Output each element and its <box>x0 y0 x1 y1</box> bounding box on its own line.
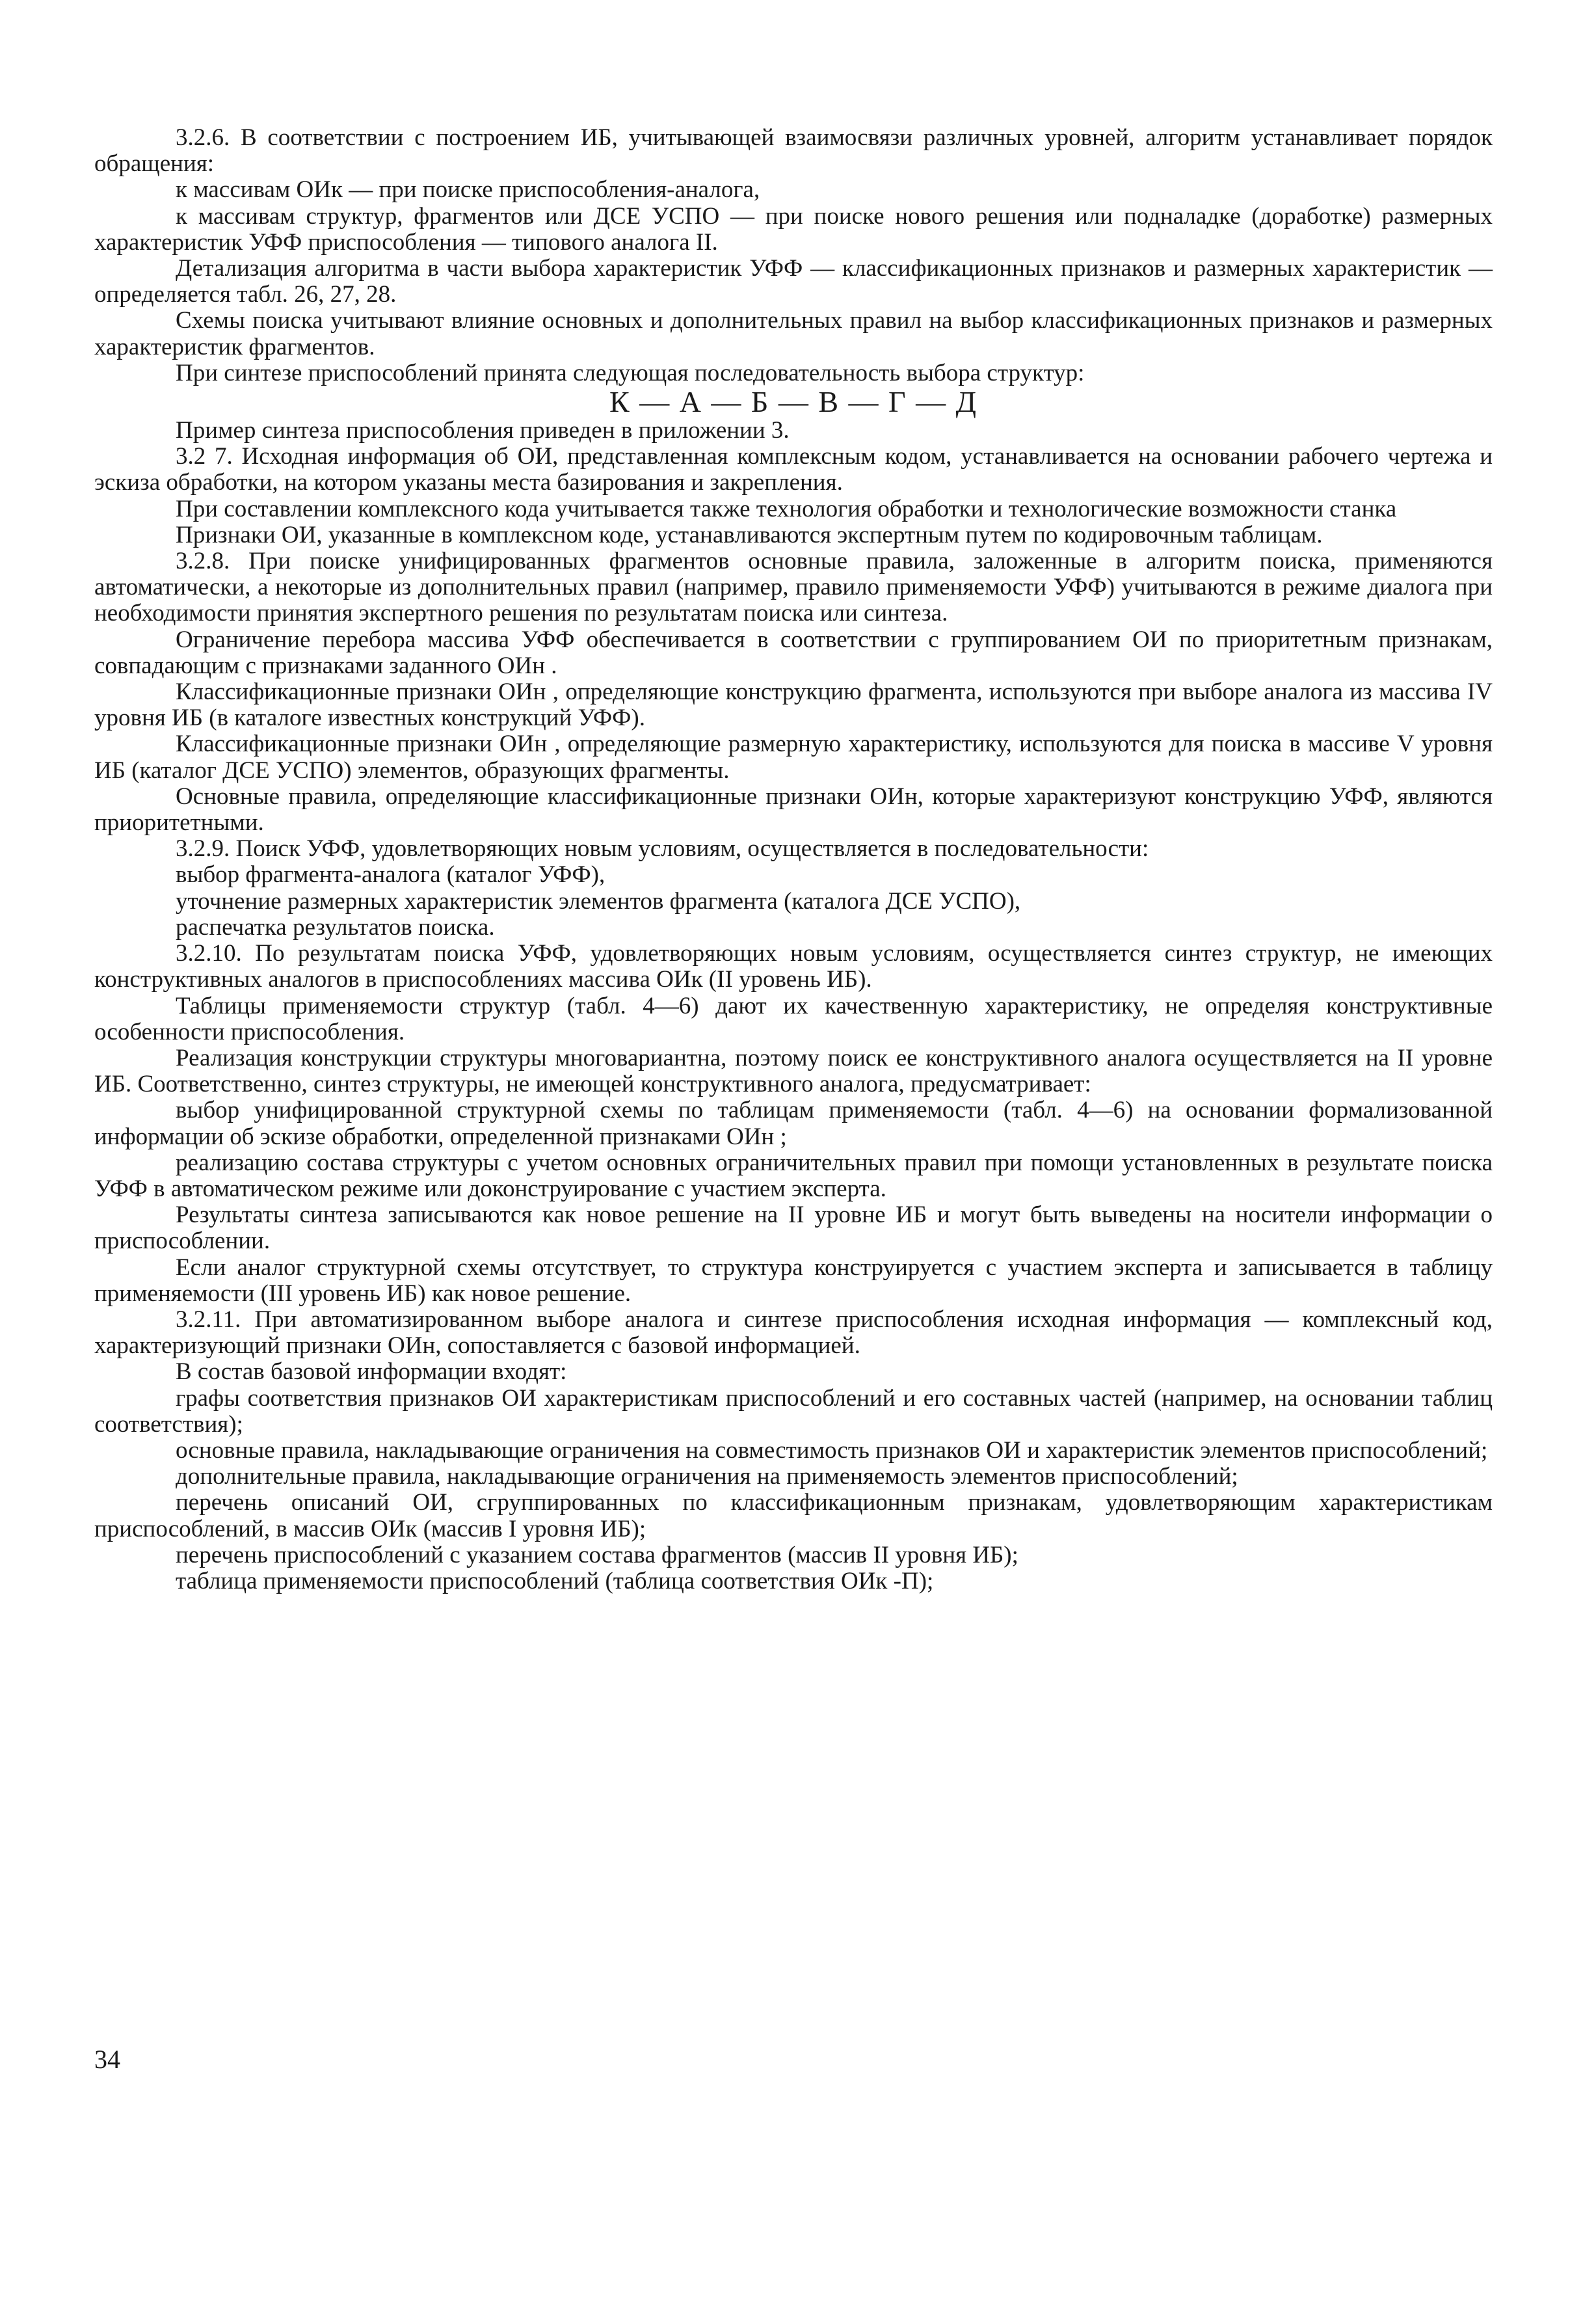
paragraph: уточнение размерных характеристик элементов фрагмента (каталога ДСЕ УСПО), <box>176 887 1021 915</box>
paragraph: 3.2.6. В соответствии с построением ИБ, учитывающей взаимосвязи различных уровней, алгоритм устанавливает порядок обращения: <box>94 124 1493 178</box>
paragraph: выбор фрагмента-аналога (каталог УФФ), <box>176 861 605 889</box>
paragraph: 3.2.11. При автоматизированном выборе аналога и синтезе приспособления исходная информация — комплексный код, характеризующий признаки ОИн, сопоставляется с базовой информацией. <box>94 1306 1493 1360</box>
paragraph: выбор унифицированной структурной схемы по таблицам применяемости (табл. 4—6) на основании формализованной информации об эскизе обработки, определенной признаками ОИн ; <box>94 1097 1493 1150</box>
paragraph: Результаты синтеза записываются как новое решение на II уровне ИБ и могут быть выведены на носители информации о приспособлении. <box>94 1202 1493 1255</box>
paragraph: В состав базовой информации входят: <box>176 1358 567 1386</box>
paragraph: При составлении комплексного кода учитывается также технология обработки и технологические возможности станка <box>176 495 1397 522</box>
page-number: 34 <box>94 2045 120 2074</box>
paragraph: Если аналог структурной схемы отсутствует, то структура конструируется с участием эксперта и записывается в таблицу применяемости (III уровень ИБ) как новое решение. <box>94 1254 1493 1307</box>
paragraph: Классификационные признаки ОИн , определяющие конструкцию фрагмента, используются при выборе аналога из массива IV уровня ИБ (в каталоге известных конструкций УФФ). <box>94 678 1493 732</box>
paragraph: перечень приспособлений с указанием состава фрагментов (массив II уровня ИБ); <box>176 1541 1018 1568</box>
paragraph: 3.2.10. По результатам поиска УФФ, удовлетворяющих новым условиям, осуществляется синтез структур, не имеющих конструктивных аналогов в приспособлениях массива ОИк (II уровень ИБ). <box>94 940 1493 993</box>
paragraph: 3.2.9. Поиск УФФ, удовлетворяющих новым условиям, осуществляется в последовательности: <box>176 835 1149 863</box>
paragraph: к массивам ОИк — при поиске приспособления-аналога, <box>176 176 760 204</box>
paragraph: При синтезе приспособлений принята следующая последовательность выбора структур: <box>176 359 1085 386</box>
paragraph: реализацию состава структуры с учетом основных ограничительных правил при помощи установленных в результате поиска УФФ в автоматическом режиме или доконструирование с участием эксперта. <box>94 1149 1493 1202</box>
paragraph: 3.2 7. Исходная информация об ОИ, представленная комплексным кодом, устанавливается на основании рабочего чертежа и эскиза обработки, на котором указаны места базирования и закрепления. <box>94 443 1493 496</box>
body-text <box>94 125 1493 1594</box>
paragraph: перечень описаний ОИ, сгруппированных по классификационным признакам, удовлетворяющим характеристикам приспособлений, в массив ОИк (массив I уровня ИБ); <box>94 1489 1493 1542</box>
paragraph: дополнительные правила, накладывающие ограничения на применяемость элементов приспособлений; <box>176 1463 1238 1490</box>
paragraph: Детализация алгоритма в части выбора характеристик УФФ — классификационных признаков и размерных характеристик — определяется табл. 26, 27, 28. <box>94 255 1493 308</box>
paragraph: Ограничение перебора массива УФФ обеспечивается в соответствии с группированием ОИ по приоритетным признакам, совпадающим с признаками заданного ОИн . <box>94 626 1493 679</box>
paragraph: Пример синтеза приспособления приведен в приложении 3. <box>176 417 790 444</box>
structure-sequence-formula: К — А — Б — В — Г — Д <box>609 385 978 419</box>
paragraph: к массивам структур, фрагментов или ДСЕ УСПО — при поиске нового решения или подналадке (доработке) размерных характеристик УФФ приспособления — типового аналога II. <box>94 202 1493 256</box>
paragraph: Таблицы применяемости структур (табл. 4—6) дают их качественную характеристику, не определяя конструктивные особенности приспособления. <box>94 992 1493 1045</box>
paragraph: Основные правила, определяющие классификационные признаки ОИн, которые характеризуют конструкцию УФФ, являются приоритетными. <box>94 783 1493 837</box>
paragraph: 3.2.8. При поиске унифицированных фрагментов основные правила, заложенные в алгоритм поиска, применяются автоматически, а некоторые из дополнительных правил (например, правило применяемости УФФ) учитываются в режиме диалога при необходимости принятия экспертного решения по результатам поиска или синтеза. <box>94 548 1493 627</box>
paragraph: графы соответствия признаков ОИ характеристикам приспособлений и его составных частей (например, на основании таблиц соответствия); <box>94 1384 1493 1438</box>
paragraph: Признаки ОИ, указанные в комплексном коде, устанавливаются экспертным путем по кодировочным таблицам. <box>176 521 1323 548</box>
paragraph: таблица применяемости приспособлений (таблица соответствия ОИк -П); <box>176 1567 934 1594</box>
paragraph: Схемы поиска учитывают влияние основных и дополнительных правил на выбор классификационных признаков и размерных характеристик фрагментов. <box>94 307 1493 360</box>
paragraph: Классификационные признаки ОИн , определяющие размерную характеристику, используются для поиска в массиве V уровня ИБ (каталог ДСЕ УСПО) элементов, образующих фрагменты. <box>94 731 1493 784</box>
paragraph: распечатка результатов поиска. <box>176 913 495 941</box>
paragraph: Реализация конструкции структуры многовариантна, поэтому поиск ее конструктивного аналога осуществляется на II уровне ИБ. Соответственно, синтез структуры, не имеющей конструктивного аналога, предусматривает: <box>94 1044 1493 1098</box>
paragraph: основные правила, накладывающие ограничения на совместимость признаков ОИ и характеристик элементов приспособлений; <box>176 1436 1488 1464</box>
